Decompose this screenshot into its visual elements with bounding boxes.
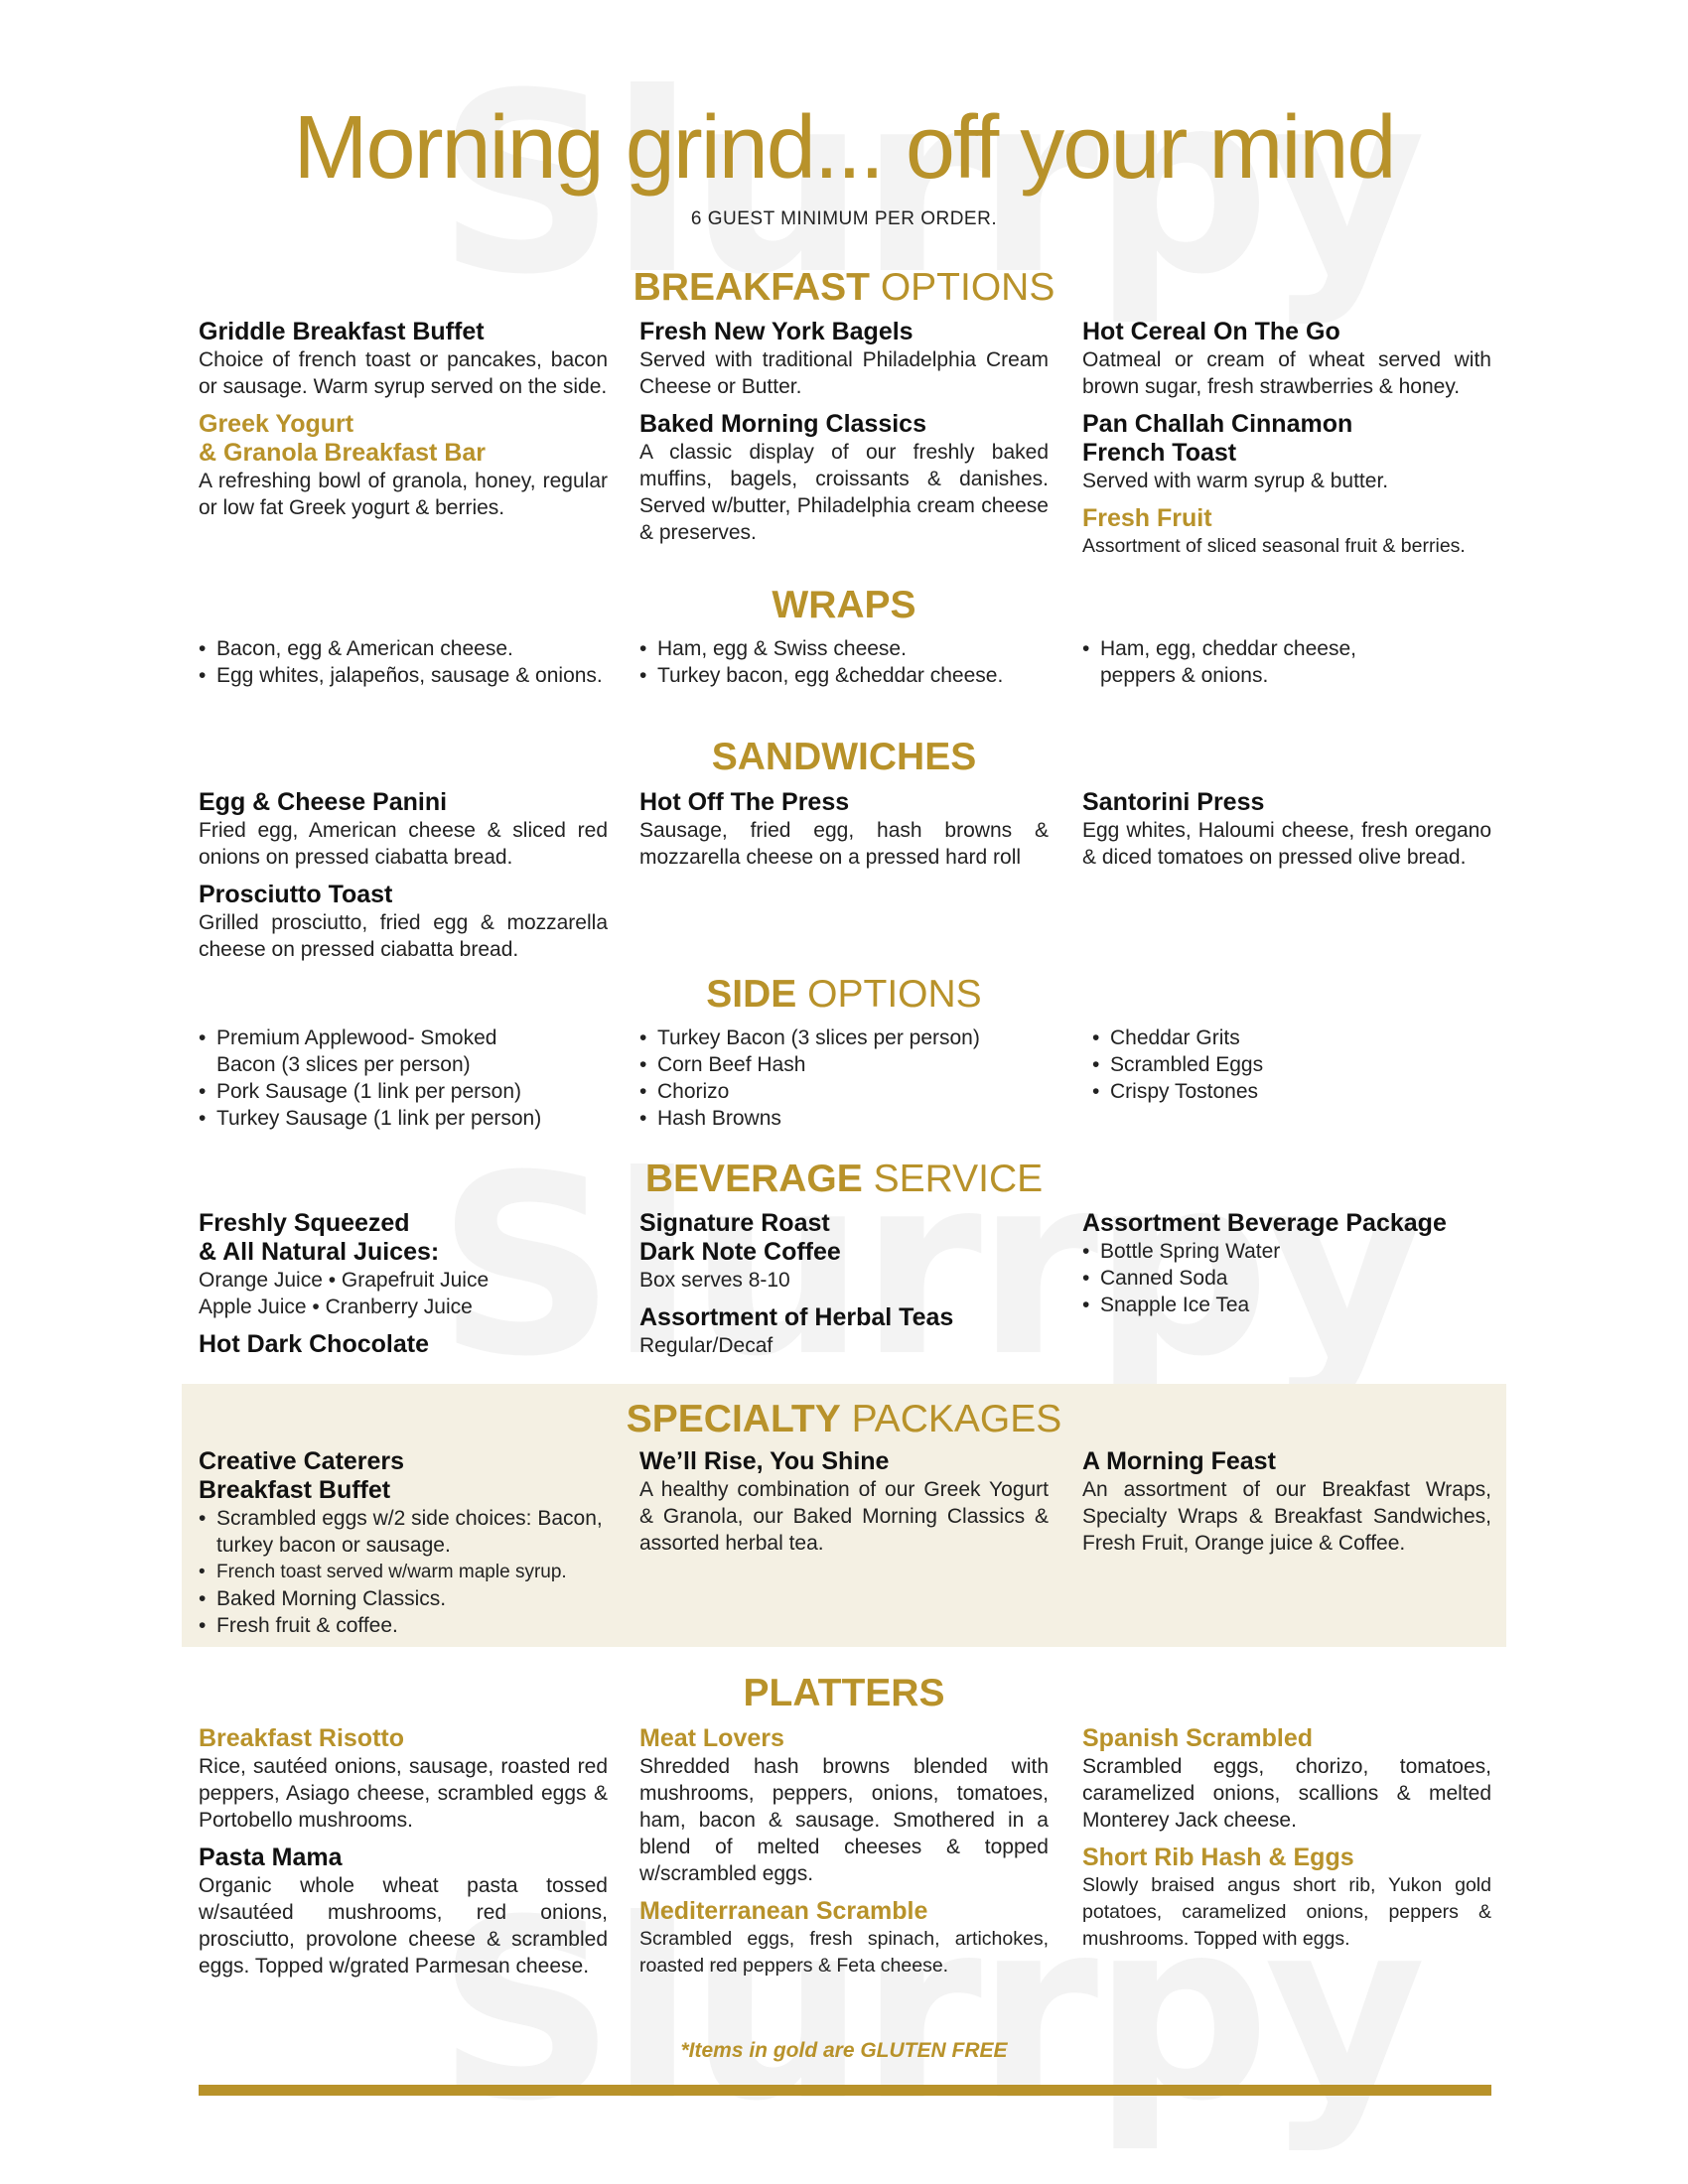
item-desc: Oatmeal or cream of wheat served with brown sugar, fresh strawberries & honey. bbox=[1082, 348, 1491, 398]
item-name: & Granola Breakfast Bar bbox=[199, 439, 487, 467]
wraps-col-3 bbox=[1082, 635, 1491, 689]
beverage-col-1 bbox=[199, 1209, 608, 1359]
page-subtitle: 6 GUEST MINIMUM PER ORDER. bbox=[690, 208, 998, 229]
list-item: • French toast served w/warm maple syrup. bbox=[199, 1559, 608, 1585]
item-desc: Egg whites, Haloumi cheese, fresh oregano & diced tomatoes on pressed olive bread. bbox=[1082, 819, 1491, 869]
item-desc: Served with warm syrup & butter. bbox=[1082, 470, 1389, 492]
platters-col-1 bbox=[199, 1724, 608, 1979]
section-heading-breakfast bbox=[0, 266, 1688, 310]
item-name: Meat Lovers bbox=[639, 1724, 784, 1752]
list-item: • Scrambled Eggs bbox=[1092, 1051, 1501, 1078]
list-item: • Cheddar Grits bbox=[1092, 1024, 1501, 1051]
item-name: Greek Yogurt bbox=[199, 410, 354, 438]
heading-bold: PLATTERS bbox=[743, 1672, 945, 1714]
sandwiches-col-3 bbox=[1082, 788, 1491, 871]
item-name: Hot Cereal On The Go bbox=[1082, 318, 1340, 345]
item-desc: Regular/Decaf bbox=[639, 1334, 774, 1357]
item-name: Griddle Breakfast Buffet bbox=[199, 318, 485, 345]
item-name: A Morning Feast bbox=[1082, 1447, 1276, 1475]
item-name: Pan Challah Cinnamon bbox=[1082, 410, 1353, 438]
list-item: • Ham, egg, cheddar cheese, peppers & onions. bbox=[1082, 635, 1420, 689]
heading-light: OPTIONS bbox=[807, 973, 982, 1016]
item-name: Prosciutto Toast bbox=[199, 881, 393, 908]
section-heading-platters bbox=[0, 1672, 1688, 1715]
item-name: Santorini Press bbox=[1082, 788, 1265, 816]
item-desc: Organic whole wheat pasta tossed w/sautéed mushrooms, red onions, prosciutto, provolone cheese & scrambled eggs. Topped w/grated Parmesan cheese. bbox=[199, 1874, 608, 1978]
item-desc: Scrambled eggs, chorizo, tomatoes, caramelized onions, scallions & melted Monterey Jack cheese. bbox=[1082, 1755, 1491, 1832]
item-name: Breakfast Buffet bbox=[199, 1476, 391, 1504]
item-desc: An assortment of our Breakfast Wraps, Specialty Wraps & Breakfast Sandwiches, Fresh Fruit, Orange juice & Coffee. bbox=[1082, 1478, 1491, 1555]
wraps-col-1 bbox=[199, 635, 608, 689]
sandwiches-col-2 bbox=[639, 788, 1049, 871]
list-item: • Corn Beef Hash bbox=[639, 1051, 1049, 1078]
list-item: • Baked Morning Classics. bbox=[199, 1585, 608, 1612]
item-name: Signature Roast bbox=[639, 1209, 830, 1237]
list-item: • Chorizo bbox=[639, 1078, 1049, 1105]
item-desc: Scrambled eggs, fresh spinach, artichokes, roasted red peppers & Feta cheese. bbox=[639, 1928, 1049, 1977]
list-item: • Bottle Spring Water bbox=[1082, 1238, 1491, 1265]
item-desc: Rice, sautéed onions, sausage, roasted red peppers, Asiago cheese, scrambled eggs & Portobello mushrooms. bbox=[199, 1755, 608, 1832]
item-desc: Sausage, fried egg, hash browns & mozzarella cheese on a pressed hard roll bbox=[639, 819, 1049, 869]
item-name: Hot Off The Press bbox=[639, 788, 850, 816]
section-heading-specialty bbox=[0, 1398, 1688, 1441]
list-item: • Scrambled eggs w/2 side choices: Bacon, turkey bacon or sausage. bbox=[199, 1505, 608, 1559]
item-name: Short Rib Hash & Eggs bbox=[1082, 1843, 1354, 1871]
gluten-free-note: *Items in gold are GLUTEN FREE bbox=[680, 2039, 1008, 2062]
heading-light: SERVICE bbox=[873, 1158, 1044, 1200]
beverage-col-2 bbox=[639, 1209, 1049, 1359]
item-name: Pasta Mama bbox=[199, 1843, 343, 1871]
item-name: French Toast bbox=[1082, 439, 1237, 467]
heading-light: OPTIONS bbox=[880, 266, 1055, 309]
item-desc: Orange Juice • Grapefruit Juice bbox=[199, 1269, 490, 1292]
item-name: Freshly Squeezed bbox=[199, 1209, 410, 1237]
heading-bold: BEVERAGE bbox=[644, 1158, 863, 1200]
breakfast-col-2 bbox=[639, 318, 1049, 546]
item-desc: Assortment of sliced seasonal fruit & berries. bbox=[1082, 535, 1466, 557]
item-desc: A classic display of our freshly baked muffins, bagels, croissants & danishes. Served w/butter, Philadelphia cream cheese & preserves. bbox=[639, 441, 1049, 544]
platters-col-2 bbox=[639, 1724, 1049, 1979]
item-name: Assortment Beverage Package bbox=[1082, 1209, 1447, 1237]
specialty-col-3 bbox=[1082, 1447, 1491, 1557]
item-desc: Apple Juice • Cranberry Juice bbox=[199, 1296, 473, 1318]
list-item: • Premium Applewood- Smoked Bacon (3 slices per person) bbox=[199, 1024, 556, 1078]
breakfast-col-3 bbox=[1082, 318, 1491, 560]
item-desc: Served with traditional Philadelphia Cream Cheese or Butter. bbox=[639, 348, 1049, 398]
item-desc: Slowly braised angus short rib, Yukon gold potatoes, caramelized onions, peppers & mushrooms. Topped with eggs. bbox=[1082, 1874, 1491, 1950]
list-item: • Ham, egg & Swiss cheese. bbox=[639, 635, 1049, 662]
heading-light: PACKAGES bbox=[851, 1398, 1062, 1440]
section-heading-wraps bbox=[0, 584, 1688, 627]
item-name: Breakfast Risotto bbox=[199, 1724, 404, 1752]
heading-bold: SIDE bbox=[706, 973, 797, 1016]
item-name: Mediterranean Scramble bbox=[639, 1897, 928, 1925]
heading-bold: BREAKFAST bbox=[633, 266, 870, 309]
item-name: Fresh New York Bagels bbox=[639, 318, 914, 345]
list-item: • Fresh fruit & coffee. bbox=[199, 1612, 608, 1639]
section-heading-beverage bbox=[0, 1158, 1688, 1201]
section-heading-sides bbox=[0, 973, 1688, 1017]
specialty-col-2 bbox=[639, 1447, 1049, 1557]
item-desc: A healthy combination of our Greek Yogurt & Granola, our Baked Morning Classics & assorted herbal tea. bbox=[639, 1478, 1049, 1555]
heading-bold: SPECIALTY bbox=[626, 1398, 841, 1440]
sandwiches-col-1 bbox=[199, 788, 608, 963]
bottom-rule bbox=[199, 2085, 1491, 2096]
item-desc: Shredded hash browns blended with mushrooms, peppers, onions, tomatoes, ham, bacon & sausage. Smothered in a blend of melted cheeses & topped w/scrambled eggs. bbox=[639, 1755, 1049, 1885]
sides-col-3 bbox=[1092, 1024, 1501, 1105]
sides-col-1 bbox=[199, 1024, 608, 1132]
specialty-col-1 bbox=[199, 1447, 608, 1639]
item-name: Dark Note Coffee bbox=[639, 1238, 841, 1266]
page-title: Morning grind... off your mind bbox=[293, 98, 1395, 198]
item-desc: Choice of french toast or pancakes, bacon or sausage. Warm syrup served on the side. bbox=[199, 348, 608, 398]
list-item: • Turkey Sausage (1 link per person) bbox=[199, 1105, 556, 1132]
item-name: We’ll Rise, You Shine bbox=[639, 1447, 890, 1475]
item-name: Hot Dark Chocolate bbox=[199, 1330, 429, 1358]
item-desc: A refreshing bowl of granola, honey, regular or low fat Greek yogurt & berries. bbox=[199, 470, 608, 519]
item-name: Fresh Fruit bbox=[1082, 504, 1212, 532]
item-name: Creative Caterers bbox=[199, 1447, 405, 1475]
breakfast-col-1 bbox=[199, 318, 608, 521]
list-item: • Crispy Tostones bbox=[1092, 1078, 1501, 1105]
list-item: • Snapple Ice Tea bbox=[1082, 1292, 1491, 1318]
item-name: Assortment of Herbal Teas bbox=[639, 1303, 954, 1331]
list-item: • Hash Browns bbox=[639, 1105, 1049, 1132]
item-desc: Box serves 8-10 bbox=[639, 1269, 790, 1292]
item-desc: Fried egg, American cheese & sliced red onions on pressed ciabatta bread. bbox=[199, 819, 608, 869]
item-desc: Grilled prosciutto, fried egg & mozzarella cheese on pressed ciabatta bread. bbox=[199, 911, 608, 961]
sides-col-2 bbox=[639, 1024, 1049, 1132]
item-name: Baked Morning Classics bbox=[639, 410, 926, 438]
list-item: • Bacon, egg & American cheese. bbox=[199, 635, 608, 662]
item-name: Egg & Cheese Panini bbox=[199, 788, 448, 816]
heading-bold: SANDWICHES bbox=[711, 736, 977, 778]
list-item: • Canned Soda bbox=[1082, 1265, 1491, 1292]
item-name: Spanish Scrambled bbox=[1082, 1724, 1314, 1752]
wraps-col-2 bbox=[639, 635, 1049, 689]
list-item: • Egg whites, jalapeños, sausage & onions. bbox=[199, 662, 608, 689]
section-heading-sandwiches bbox=[0, 736, 1688, 779]
list-item: • Turkey Bacon (3 slices per person) bbox=[639, 1024, 1049, 1051]
item-name: & All Natural Juices: bbox=[199, 1238, 440, 1266]
list-item: • Turkey bacon, egg &cheddar cheese. bbox=[639, 662, 1049, 689]
list-item: • Pork Sausage (1 link per person) bbox=[199, 1078, 556, 1105]
beverage-col-3 bbox=[1082, 1209, 1491, 1318]
platters-col-3 bbox=[1082, 1724, 1491, 1953]
heading-bold: WRAPS bbox=[772, 584, 916, 626]
